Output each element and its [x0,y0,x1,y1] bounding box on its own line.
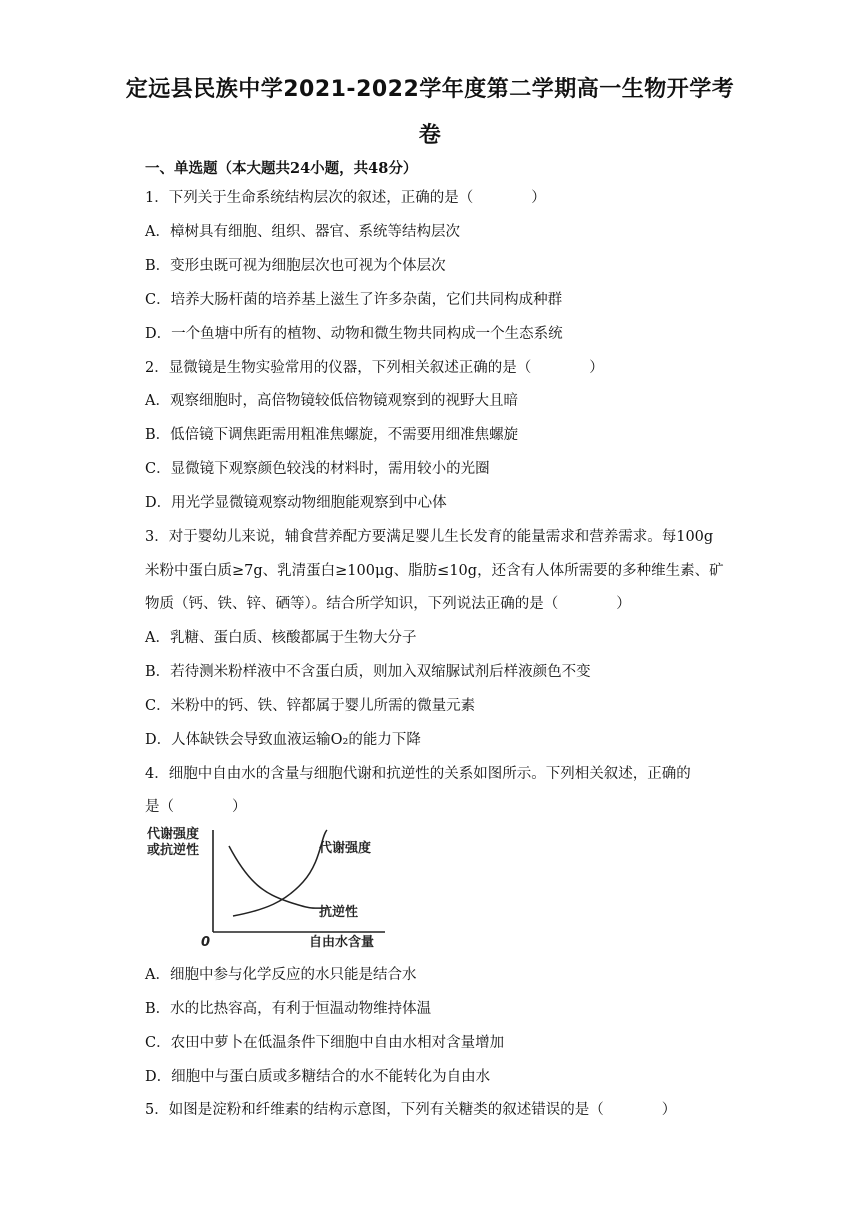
section-heading: 一、单选题（本大题共24小题，共48分） [145,160,418,177]
question-2-stem: 2．显微镜是生物实验常用的仪器，下列相关叙述正确的是（ ） [145,360,604,376]
question-1-option-b: B．变形虫既可视为细胞层次也可视为个体层次 [145,258,446,274]
question-2-option-d: D．用光学显微镜观察动物细胞能观察到中心体 [145,495,447,511]
exam-title-line-1: 定远县民族中学2021-2022学年度第二学期高一生物开学考 [125,77,735,102]
figure-curve-resistance-label: 抗逆性 [319,905,359,920]
question-3-option-d: D．人体缺铁会导致血液运输O₂的能力下降 [145,732,421,748]
figure-y-label-line-1: 代谢强度 [147,827,200,842]
question-4-stem-line-2: 是（ ） [145,799,247,815]
question-2-option-c: C．显微镜下观察颜色较浅的材料时，需用较小的光圈 [145,461,490,477]
question-1-option-c: C．培养大肠杆菌的培养基上滋生了许多杂菌，它们共同构成种群 [145,292,563,308]
question-1-option-a: A．樟树具有细胞、组织、器官、系统等结构层次 [145,224,460,240]
question-1-option-d: D．一个鱼塘中所有的植物、动物和微生物共同构成一个生态系统 [145,326,563,342]
metabolism-resistance-figure [145,822,395,952]
question-3-stem-line-1: 3．对于婴幼儿来说，辅食营养配方要满足婴儿生长发育的能量需求和营养需求。每100g [145,529,714,545]
figure-x-label: 自由水含量 [309,935,375,950]
figure-graph [145,822,395,952]
figure-origin-label: 0 [201,935,211,950]
question-4-option-d: D．细胞中与蛋白质或多糖结合的水不能转化为自由水 [145,1069,491,1085]
exam-title-line-2: 卷 [418,123,442,148]
question-2-option-b: B．低倍镜下调焦距需用粗准焦螺旋，不需要用细准焦螺旋 [145,427,519,443]
metabolism-curve [233,830,327,916]
question-3-option-b: B．若待测米粉样液中不含蛋白质，则加入双缩脲试剂后样液颜色不变 [145,664,591,680]
resistance-curve [229,846,329,908]
question-1-stem: 1．下列关于生命系统结构层次的叙述，正确的是（ ） [145,190,546,206]
figure-curve-metabolism-label: 代谢强度 [319,841,372,856]
question-3-option-a: A．乳糖、蛋白质、核酸都属于生物大分子 [145,630,417,646]
question-4-option-c: C．农田中萝卜在低温条件下细胞中自由水相对含量增加 [145,1035,505,1051]
question-4-option-b: B．水的比热容高，有利于恒温动物维持体温 [145,1001,432,1017]
question-2-option-a: A．观察细胞时，高倍物镜较低倍物镜观察到的视野大且暗 [145,393,518,409]
question-3-stem-line-3: 物质（钙、铁、锌、硒等）。结合所学知识，下列说法正确的是（ ） [145,596,631,612]
question-4-stem-line-1: 4．细胞中自由水的含量与细胞代谢和抗逆性的关系如图所示。下列相关叙述，正确的 [145,766,691,782]
question-3-stem-line-2: 米粉中蛋白质≥7g、乳清蛋白≥100μg、脂肪≤10g，还含有人体所需要的多种维生素、矿 [145,563,724,579]
question-3-option-c: C．米粉中的钙、铁、锌都属于婴儿所需的微量元素 [145,698,476,714]
question-4-option-a: A．细胞中参与化学反应的水只能是结合水 [145,967,417,983]
question-5-stem: 5．如图是淀粉和纤维素的结构示意图，下列有关糖类的叙述错误的是（ ） [145,1102,677,1118]
figure-y-label-line-2: 或抗逆性 [147,843,200,858]
